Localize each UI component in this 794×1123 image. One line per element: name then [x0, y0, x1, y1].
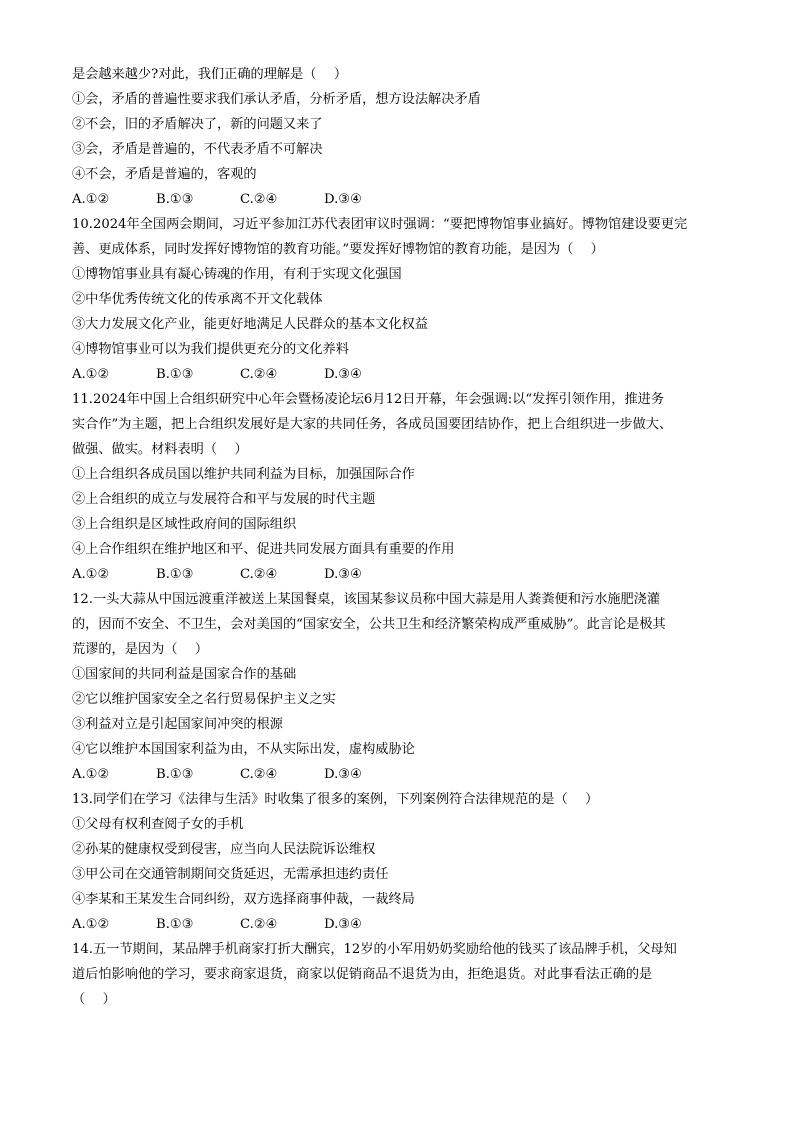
choice-a: A.①② — [72, 367, 110, 382]
choice-d: D.③④ — [324, 767, 362, 782]
choice-b: B.①③ — [156, 367, 194, 382]
option-2: ②上合组织的成立与发展符合和平与发展的时代主题 — [72, 492, 376, 507]
option-4: ④它以维护本国国家利益为由，不从实际出发，虚构威胁论 — [72, 742, 415, 757]
choice-a: A.①② — [72, 917, 110, 932]
choice-a: A.①② — [72, 767, 110, 782]
option-4: ④李某和王某发生合同纠纷，双方选择商事仲裁，一裁终局 — [72, 892, 415, 907]
question-11 — [72, 387, 724, 587]
choice-b: B.①③ — [156, 192, 194, 207]
option-2: ②中华优秀传统文化的传承离不开文化载体 — [72, 292, 323, 307]
question-stem: 14.五一节期间，某品牌手机商家打折大酬宾，12岁的小军用奶奶奖励给他的钱买了该品牌手机，父母知 — [72, 942, 677, 957]
choice-a: A.①② — [72, 192, 110, 207]
answer-choices — [72, 187, 724, 212]
option-3: ③利益对立是引起国家间冲突的根源 — [72, 717, 283, 732]
option-3: ③大力发展文化产业，能更好地满足人民群众的基本文化权益 — [72, 317, 429, 332]
option-1: ①国家间的共同利益是国家合作的基础 — [72, 667, 297, 682]
choice-d: D.③④ — [324, 192, 362, 207]
choice-a: A.①② — [72, 567, 110, 582]
question-stem: 做强、做实。材料表明（ ） — [72, 442, 248, 457]
option-2: ②它以维护国家安全之名行贸易保护主义之实 — [72, 692, 336, 707]
option-2: ②孙某的健康权受到侵害，应当向人民法院诉讼维权 — [72, 842, 376, 857]
question-stem: 12.一头大蒜从中国远渡重洋被送上某国餐桌，该国某参议员称中国大蒜是用人粪粪便和污水施肥浇灌 — [72, 592, 661, 607]
option-1: ①博物馆事业具有凝心铸魂的作用，有利于实现文化强国 — [72, 267, 402, 282]
question-stem: 道后怕影响他的学习，要求商家退货，商家以促销商品不退货为由，拒绝退货。对此事看法正确的是 — [72, 967, 653, 982]
answer-choices — [72, 762, 724, 787]
question-stem: 荒谬的，是因为（ ） — [72, 642, 209, 657]
choice-c: C.②④ — [240, 192, 278, 207]
choice-c: C.②④ — [240, 367, 278, 382]
question-stem: 是会越来越少?对此，我们正确的理解是（ ） — [72, 67, 348, 82]
exam-page — [72, 62, 724, 1012]
option-1: ①父母有权利查阅子女的手机 — [72, 817, 244, 832]
question-12 — [72, 587, 724, 787]
choice-c: C.②④ — [240, 767, 278, 782]
question-stem: 的，因而不安全、不卫生，会对美国的“国家安全，公共卫生和经济繁荣构成严重威胁”。此言论是极其 — [72, 617, 666, 632]
question-stem: 11.2024年中国上合组织研究中心年会暨杨凌论坛6月12日开幕，年会强调:以“发挥引领作用，推进务 — [72, 392, 665, 407]
choice-c: C.②④ — [240, 567, 278, 582]
answer-choices — [72, 562, 724, 587]
option-4: ④不会，矛盾是普遍的，客观的 — [72, 167, 257, 182]
option-4: ④博物馆事业可以为我们提供更充分的文化养料 — [72, 342, 349, 357]
question-stem: 实合作”为主题，把上合组织发展好是大家的共同任务，各成员国要团结协作，把上合组织进一步做大、 — [72, 417, 673, 432]
question-13 — [72, 787, 724, 937]
question-stem: （ ） — [72, 992, 116, 1007]
option-1: ①会，矛盾的普遍性要求我们承认矛盾，分析矛盾，想方设法解决矛盾 — [72, 92, 481, 107]
answer-choices — [72, 912, 724, 937]
choice-d: D.③④ — [324, 367, 362, 382]
option-1: ①上合组织各成员国以维护共同利益为目标，加强国际合作 — [72, 467, 415, 482]
question-14 — [72, 937, 724, 1012]
option-3: ③上合组织是区域性政府间的国际组织 — [72, 517, 297, 532]
choice-b: B.①③ — [156, 767, 194, 782]
question-stem: 13.同学们在学习《法律与生活》时收集了很多的案例，下列案例符合法律规范的是（ ） — [72, 792, 599, 807]
choice-b: B.①③ — [156, 567, 194, 582]
choice-d: D.③④ — [324, 917, 362, 932]
choice-c: C.②④ — [240, 917, 278, 932]
question-stem: 善、更成体系，同时发挥好博物馆的教育功能。”要发挥好博物馆的教育功能，是因为（ ） — [72, 242, 604, 257]
question-stem: 10.2024年全国两会期间，习近平参加江苏代表团审议时强调：“要把博物馆事业搞好。博物馆建设要更完 — [72, 217, 688, 232]
answer-choices — [72, 362, 724, 387]
option-3: ③甲公司在交通管制期间交货延迟，无需承担违约责任 — [72, 867, 389, 882]
option-3: ③会，矛盾是普遍的，不代表矛盾不可解决 — [72, 142, 323, 157]
option-2: ②不会，旧的矛盾解决了，新的问题又来了 — [72, 117, 323, 132]
choice-d: D.③④ — [324, 567, 362, 582]
question-9-continued — [72, 62, 724, 212]
option-4: ④上合作组织在维护地区和平、促进共同发展方面具有重要的作用 — [72, 542, 455, 557]
question-10 — [72, 212, 724, 387]
choice-b: B.①③ — [156, 917, 194, 932]
